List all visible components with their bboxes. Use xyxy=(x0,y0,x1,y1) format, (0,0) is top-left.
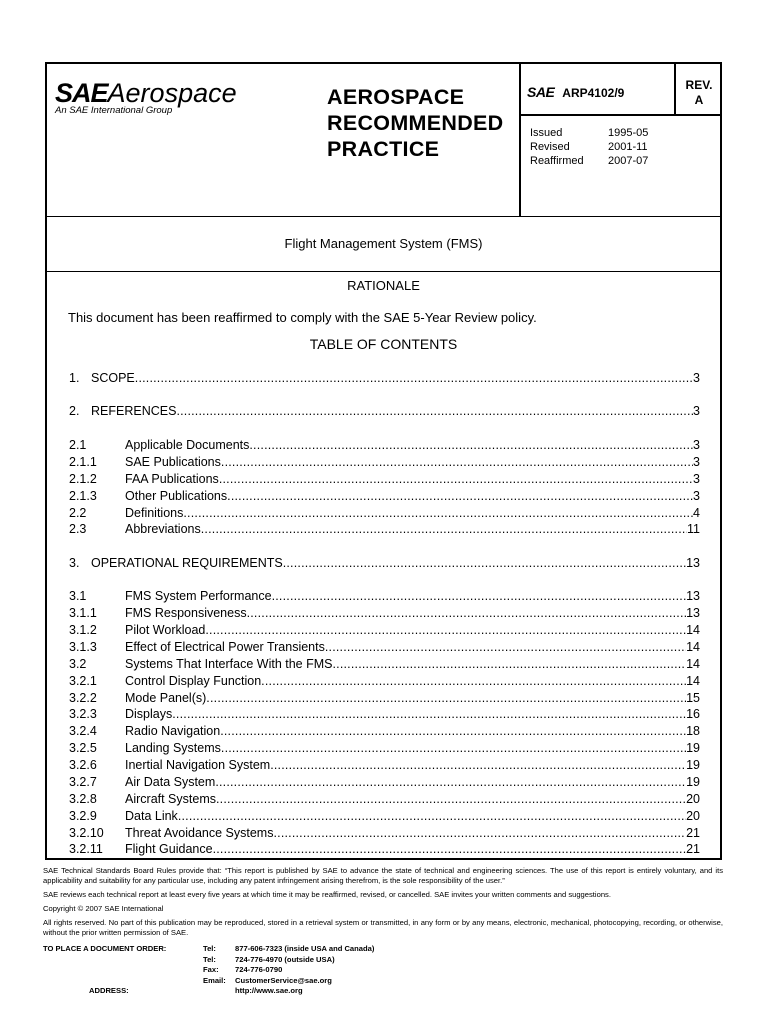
date-label: Reaffirmed xyxy=(530,155,584,167)
toc-number: 2.3 xyxy=(69,522,87,536)
toc-label: Control Display Function xyxy=(125,674,262,688)
toc-number: 3.2 xyxy=(69,657,87,671)
toc-leader xyxy=(283,555,686,571)
toc-leader xyxy=(221,740,686,756)
contact-row xyxy=(203,944,374,955)
logo-subtitle: An SAE International Group xyxy=(55,105,173,116)
toc-number: 2.1.2 xyxy=(69,472,97,486)
document-frame xyxy=(45,62,722,860)
toc-number: 3.2.6 xyxy=(69,758,97,772)
title-row xyxy=(47,216,720,272)
toc-label: Effect of Electrical Power Transients xyxy=(125,640,325,654)
toc-label: Applicable Documents xyxy=(125,438,250,452)
toc-page: 14 xyxy=(686,640,700,654)
contact-label: Fax: xyxy=(203,965,219,974)
toc-leader xyxy=(261,673,686,689)
date-row xyxy=(530,154,648,168)
toc-label: Threat Avoidance Systems xyxy=(125,826,274,840)
contact-row xyxy=(203,986,374,997)
doc-type-line: PRACTICE xyxy=(327,137,440,161)
toc-leader xyxy=(272,588,687,604)
rationale-heading: RATIONALE xyxy=(347,278,420,293)
toc-entry[interactable] xyxy=(69,521,700,537)
toc-page: 3 xyxy=(693,455,700,469)
toc-number: 3.2.1 xyxy=(69,674,97,688)
toc-leader xyxy=(332,656,686,672)
toc-entry[interactable] xyxy=(69,437,700,453)
contact-value[interactable]: CustomerService@sae.org xyxy=(235,975,332,985)
toc-leader xyxy=(201,521,687,537)
toc-page: 21 xyxy=(686,826,700,840)
toc-leader xyxy=(219,471,693,487)
toc-leader xyxy=(249,437,693,453)
toc-label: Data Link xyxy=(125,809,178,823)
document-type xyxy=(327,84,504,162)
toc-entry[interactable] xyxy=(69,488,700,504)
toc-page: 16 xyxy=(686,707,700,721)
contact-value[interactable]: 724-776-0790 xyxy=(235,965,283,974)
toc-number: 2.1.3 xyxy=(69,489,97,503)
toc-number: 3.2.3 xyxy=(69,707,97,721)
toc-entry[interactable] xyxy=(69,656,700,672)
toc-page: 11 xyxy=(687,522,700,536)
toc-entry[interactable] xyxy=(69,505,700,521)
order-label: TO PLACE A DOCUMENT ORDER: xyxy=(43,944,167,953)
toc-number: 2. xyxy=(69,404,80,418)
rev-label: REV. xyxy=(685,78,713,92)
logo-sae-text: SAE xyxy=(55,78,108,108)
toc-page: 15 xyxy=(686,691,700,705)
toc-label: REFERENCES xyxy=(91,404,177,418)
toc-page: 14 xyxy=(686,623,700,637)
toc-leader xyxy=(206,690,686,706)
toc-label: Landing Systems xyxy=(125,741,221,755)
toc-label: FAA Publications xyxy=(125,472,219,486)
toc-label: SCOPE xyxy=(91,371,135,385)
toc-number: 3.2.7 xyxy=(69,775,97,789)
toc-number: 3.2.10 xyxy=(69,826,104,840)
contact-label: Email: xyxy=(203,975,226,985)
revision-box xyxy=(676,78,722,108)
contact-label xyxy=(203,986,235,997)
date-value: 2001-11 xyxy=(608,141,648,153)
toc-entry[interactable] xyxy=(69,639,700,655)
document-number xyxy=(527,84,624,100)
toc-entry[interactable] xyxy=(69,757,700,773)
toc-entry[interactable] xyxy=(69,690,700,706)
date-value: 2007-07 xyxy=(608,155,649,167)
toc-label: OPERATIONAL REQUIREMENTS xyxy=(91,556,283,570)
toc-label: Abbreviations xyxy=(125,522,201,536)
toc-page: 14 xyxy=(686,657,700,671)
toc-leader xyxy=(215,774,686,790)
toc-number: 3.2.4 xyxy=(69,724,97,738)
toc-page: 20 xyxy=(686,792,700,806)
toc-label: Pilot Workload xyxy=(125,623,206,637)
toc-entry[interactable] xyxy=(69,605,700,621)
toc-page: 13 xyxy=(686,556,700,570)
toc-number: 3. xyxy=(69,556,80,570)
document-title: Flight Management System (FMS) xyxy=(284,236,483,251)
toc-page: 19 xyxy=(686,741,700,755)
toc-entry[interactable] xyxy=(69,723,700,739)
toc-number: 2.1.1 xyxy=(69,455,97,469)
toc-leader xyxy=(270,757,686,773)
toc-leader xyxy=(216,791,686,807)
toc-page: 4 xyxy=(693,506,700,520)
toc-page: 13 xyxy=(686,606,700,620)
divider xyxy=(519,114,722,116)
rationale-text: This document has been reaffirmed to comply with the SAE 5-Year Review policy. xyxy=(68,310,537,325)
contact-row xyxy=(203,976,374,987)
toc-entry[interactable] xyxy=(69,370,700,386)
contact-row xyxy=(203,965,374,976)
toc-label: Air Data System xyxy=(125,775,216,789)
toc-page: 18 xyxy=(686,724,700,738)
toc-label: Systems That Interface With the FMS xyxy=(125,657,333,671)
toc-label: Flight Guidance xyxy=(125,842,213,856)
toc-leader xyxy=(273,825,686,841)
header-row xyxy=(47,64,720,217)
toc-leader xyxy=(172,706,686,722)
toc-page: 19 xyxy=(686,775,700,789)
toc-page: 19 xyxy=(686,758,700,772)
toc-leader xyxy=(325,639,686,655)
toc-label: Displays xyxy=(125,707,173,721)
toc-entry[interactable] xyxy=(69,740,700,756)
toc-entry[interactable] xyxy=(69,774,700,790)
doc-number-text: ARP4102/9 xyxy=(562,86,625,100)
contact-row xyxy=(203,955,374,966)
divider xyxy=(519,64,521,216)
toc-entry[interactable] xyxy=(69,555,700,571)
toc-entry[interactable] xyxy=(69,403,700,419)
date-table xyxy=(530,126,648,168)
toc-leader xyxy=(247,605,687,621)
toc-entry[interactable] xyxy=(69,791,700,807)
toc-heading: TABLE OF CONTENTS xyxy=(309,336,458,352)
toc-number: 3.2.2 xyxy=(69,691,97,705)
toc-page: 21 xyxy=(686,842,700,856)
toc-entry[interactable] xyxy=(69,622,700,638)
rev-value: A xyxy=(694,93,704,107)
copyright-text: Copyright © 2007 SAE International xyxy=(43,904,164,913)
contact-list xyxy=(203,944,374,997)
review-text: SAE reviews each technical report at least every five years at which time it may be reaffirmed, revised, or cancelled. SAE invites your written comments and suggestions. xyxy=(43,890,611,899)
toc-page: 13 xyxy=(686,589,700,603)
toc-leader xyxy=(135,370,693,386)
toc-leader xyxy=(178,808,686,824)
toc-number: 3.1.2 xyxy=(69,623,97,637)
toc-page: 3 xyxy=(693,489,700,503)
toc-label: Radio Navigation xyxy=(125,724,221,738)
toc-label: Inertial Navigation System xyxy=(125,758,271,772)
toc-number: 3.1.1 xyxy=(69,606,97,620)
toc-number: 1. xyxy=(69,371,80,385)
toc-entry[interactable] xyxy=(69,706,700,722)
toc-entry[interactable] xyxy=(69,588,700,604)
toc-label: FMS Responsiveness xyxy=(125,606,247,620)
toc-label: Definitions xyxy=(125,506,184,520)
toc-entry[interactable] xyxy=(69,825,700,841)
doc-type-line: RECOMMENDED xyxy=(327,111,504,135)
toc-label: SAE Publications xyxy=(125,455,221,469)
toc-page: 3 xyxy=(693,371,700,385)
logo-aerospace-text: Aerospace xyxy=(107,78,237,108)
contact-value[interactable]: 877-606-7323 (inside USA and Canada) xyxy=(235,944,375,953)
contact-label: Tel: xyxy=(203,954,216,964)
toc-leader xyxy=(205,622,686,638)
toc-leader xyxy=(220,723,686,739)
date-row xyxy=(530,140,648,154)
toc-number: 3.1 xyxy=(69,589,87,603)
date-value: 1995-05 xyxy=(608,127,649,139)
toc-entry[interactable] xyxy=(69,454,700,470)
toc-number: 3.1.3 xyxy=(69,640,97,654)
toc-label: Aircraft Systems xyxy=(125,792,216,806)
toc-leader xyxy=(221,454,693,470)
toc-leader xyxy=(227,488,693,504)
contact-value[interactable]: http://www.sae.org xyxy=(235,986,303,995)
toc-number: 3.2.11 xyxy=(69,842,103,856)
toc-entry[interactable] xyxy=(69,841,700,857)
sae-mini-logo: SAE xyxy=(527,84,555,100)
toc-page: 20 xyxy=(686,809,700,823)
board-rules-text: SAE Technical Standards Board Rules provide that: “This report is published by SAE to advance the state of technical and engineering sciences. The use of this report is entirely voluntary, and its applicability and suitability for any particular use, including any patent infringement arising therefrom, is the sole responsibility of the user.” xyxy=(43,866,723,885)
contact-value[interactable]: 724-776-4970 (outside USA) xyxy=(235,954,335,964)
toc-leader xyxy=(176,403,693,419)
toc-leader xyxy=(183,505,693,521)
toc-number: 3.2.9 xyxy=(69,809,97,823)
sae-aerospace-logo xyxy=(55,78,237,116)
toc-entry[interactable] xyxy=(69,471,700,487)
toc-page: 3 xyxy=(693,472,700,486)
date-label: Issued xyxy=(530,127,563,139)
footer xyxy=(43,866,723,942)
rights-text: All rights reserved. No part of this publication may be reproduced, stored in a retrieval system or transmitted, in any form or by any means, electronic, mechanical, photocopying, recording, or otherwise, without the prior written permission of SAE. xyxy=(43,918,723,937)
toc-label: Mode Panel(s) xyxy=(125,691,207,705)
toc-label: Other Publications xyxy=(125,489,228,503)
toc-label: FMS System Performance xyxy=(125,589,272,603)
toc-number: 2.2 xyxy=(69,506,87,520)
date-label: Revised xyxy=(530,141,570,153)
toc-entry[interactable] xyxy=(69,808,700,824)
toc-number: 3.2.8 xyxy=(69,792,97,806)
toc-page: 3 xyxy=(693,404,700,418)
date-row xyxy=(530,126,648,140)
contact-label: Tel: xyxy=(203,944,216,953)
toc-number: 3.2.5 xyxy=(69,741,97,755)
toc-leader xyxy=(213,841,687,857)
address-label: ADDRESS: xyxy=(89,986,129,995)
toc-entry[interactable] xyxy=(69,673,700,689)
toc-number: 2.1 xyxy=(69,438,87,452)
doc-type-line: AEROSPACE xyxy=(327,85,465,109)
toc-page: 14 xyxy=(686,674,700,688)
toc-page: 3 xyxy=(693,438,700,452)
